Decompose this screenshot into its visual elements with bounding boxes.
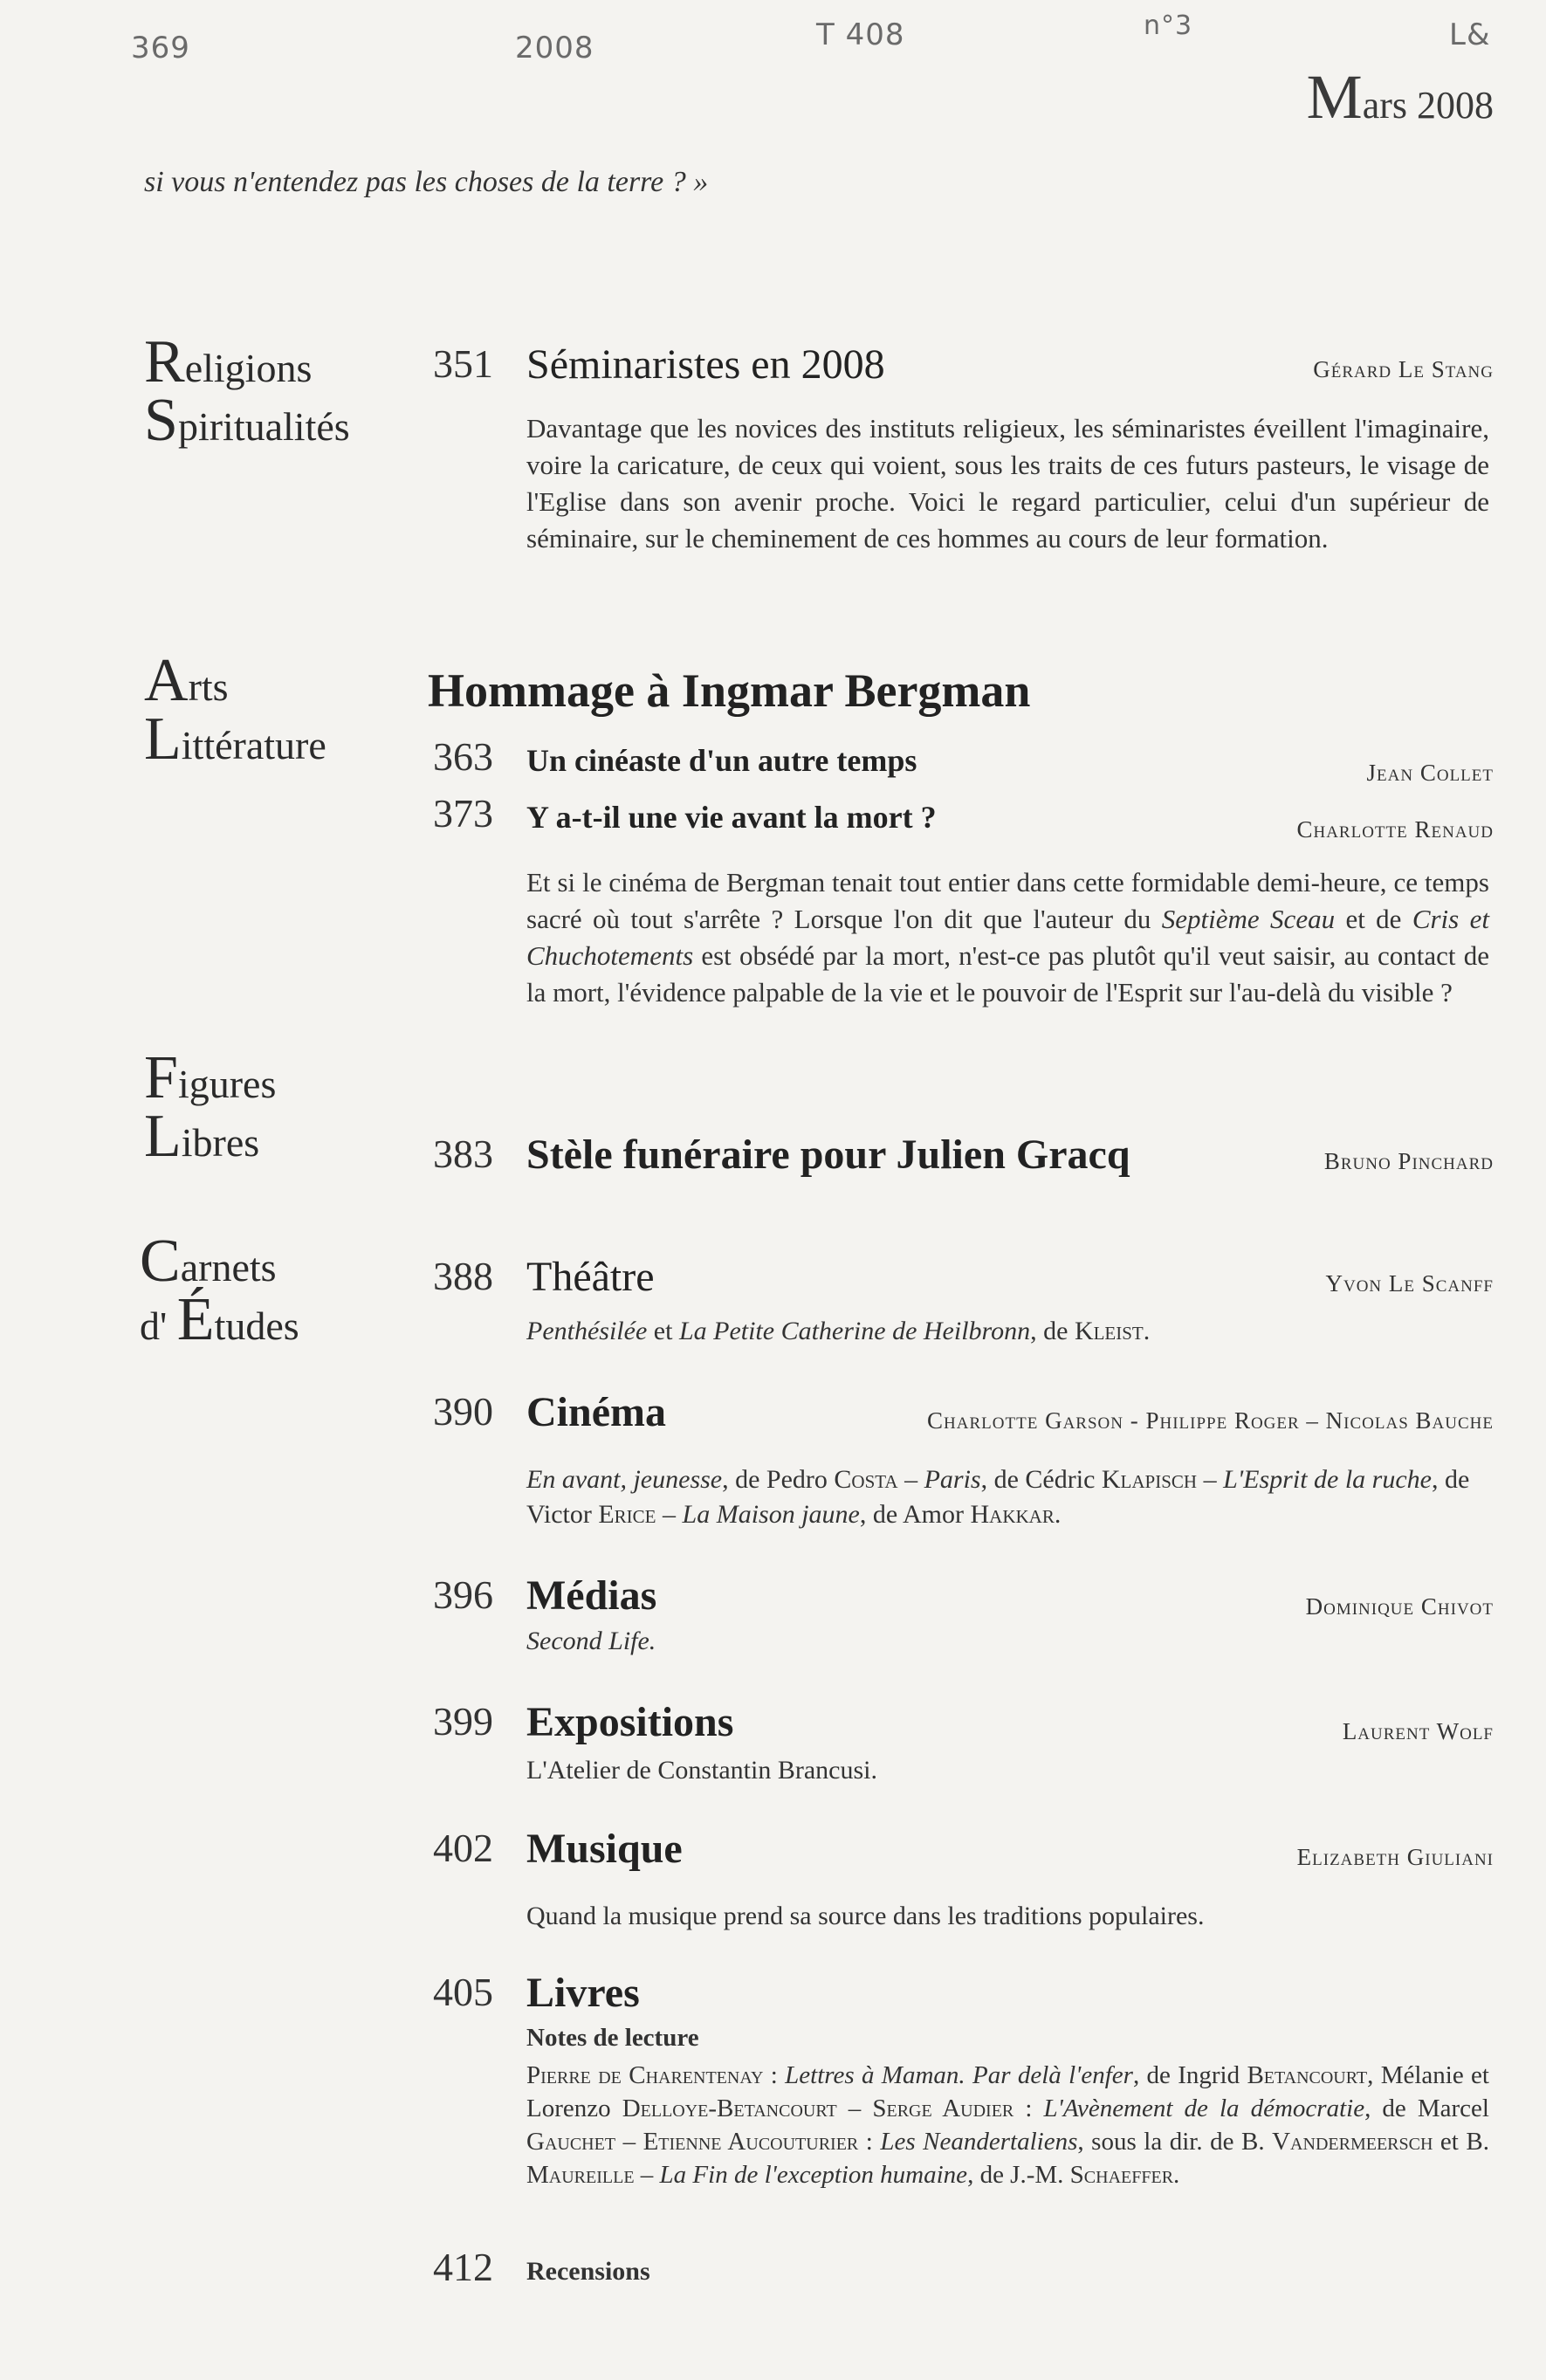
article-description: Penthésilée et La Petite Catherine de Heilbronn, de Kleist. — [526, 1317, 1151, 1345]
section-figures: Figures Libres — [144, 1044, 277, 1170]
article-description: Quand la musique prend sa source dans les traditions populaires. — [526, 1902, 1205, 1930]
article-title: Livres — [526, 1970, 640, 2016]
article-author: Jean Collet — [1366, 760, 1494, 786]
article-author: Charlotte Garson - Philippe Roger – Nicolas Bauche — [927, 1407, 1494, 1434]
page-number: 405 — [433, 1970, 493, 2014]
article-author: Yvon Le Scanff — [1325, 1270, 1494, 1297]
page-number: 412 — [433, 2245, 493, 2289]
article-title: Médias — [526, 1572, 657, 1619]
dossier-title: Hommage à Ingmar Bergman — [428, 664, 1031, 717]
article-description: Et si le cinéma de Bergman tenait tout entier dans cette formidable demi-heure, ce temps sacré où tout s'arrête ? Lorsque l'on dit que l'auteur du Septième Sceau et de Cris et Chuchotements est obsédé par la mort, n'est-ce pas plutôt qu'il veut saisir, au contact de la mort, l'évidence palpable de la vie et le pouvoir de l'Esprit sur l'au-delà du visible ? — [526, 867, 1489, 1008]
article-title: Stèle funéraire pour Julien Gracq — [526, 1132, 1130, 1178]
page-number: 399 — [433, 1699, 493, 1744]
article-description: Davantage que les novices des instituts religieux, les séminaristes éveillent l'imaginaire, voire la caricature, de ceux qui voient, sous les traits de ces futurs pasteurs, le visage de l'Eglise dans son avenir proche. Voici le regard particulier, celui d'un supérieur de séminaire, sur le cheminement de ces hommes au cours de leur formation. — [526, 413, 1489, 554]
article-title: Théâtre — [526, 1254, 655, 1300]
page-number: 363 — [433, 734, 493, 779]
article-author: Laurent Wolf — [1342, 1718, 1494, 1744]
page-number: 351 — [433, 341, 493, 386]
handwritten-note: 2008 — [515, 31, 594, 65]
page-number: 388 — [433, 1254, 493, 1298]
page-number: 402 — [433, 1826, 493, 1870]
page-number: 383 — [433, 1132, 493, 1176]
article-title: Un cinéaste d'un autre temps — [526, 743, 917, 778]
handwritten-note: T 408 — [816, 17, 905, 52]
article-title: Cinéma — [526, 1389, 666, 1435]
section-religions: Religions Spiritualités — [144, 328, 350, 454]
article-description: Second Life. — [526, 1627, 656, 1655]
article-title: Y a-t-il une vie avant la mort ? — [526, 800, 937, 835]
article-author: Elizabeth Giuliani — [1296, 1844, 1494, 1870]
handwritten-note: 369 — [131, 31, 190, 65]
article-author: Gérard Le Stang — [1313, 356, 1494, 382]
article-subtitle: Notes de lecture — [526, 2024, 699, 2052]
article-title: Expositions — [526, 1699, 734, 1745]
article-title: Séminaristes en 2008 — [526, 341, 885, 388]
article-author: Dominique Chivot — [1305, 1593, 1494, 1620]
page-number: 396 — [433, 1572, 493, 1617]
issue-date: Mars 2008 — [1306, 62, 1494, 132]
page-number: 373 — [433, 791, 493, 836]
article-title: Recensions — [526, 2257, 650, 2286]
handwritten-note: L& — [1449, 17, 1491, 52]
article-author: Charlotte Renaud — [1296, 816, 1494, 843]
article-author: Bruno Pinchard — [1323, 1148, 1494, 1174]
page-number: 390 — [433, 1389, 493, 1434]
article-description: L'Atelier de Constantin Brancusi. — [526, 1756, 877, 1785]
quote-line: si vous n'entendez pas les choses de la terre ? » — [144, 166, 709, 198]
article-description: En avant, jeunesse, de Pedro Costa – Paris, de Cédric Klapisch – L'Esprit de la ruche, de Victor Erice – La Maison jaune, de Amor Hakkar. — [526, 1465, 1470, 1529]
article-description: Pierre de Charentenay : Lettres à Maman. Par delà l'enfer, de Ingrid Betancourt, Mélanie et Lorenzo Delloye-Betancourt – Serge Audier : L'Avènement de la démocratie, de Marcel Gauchet – Etienne Aucouturier : Les Neandertaliens, sous la dir. de B. Vandermeersch et B. Maureille – La Fin de l'exception humaine, de J.-M. Schaeffer. — [526, 2061, 1489, 2189]
section-arts: Arts Littérature — [144, 647, 326, 773]
article-title: Musique — [526, 1826, 683, 1872]
section-carnets: Carnets d' Études — [140, 1228, 299, 1353]
handwritten-note: n°3 — [1144, 10, 1193, 41]
